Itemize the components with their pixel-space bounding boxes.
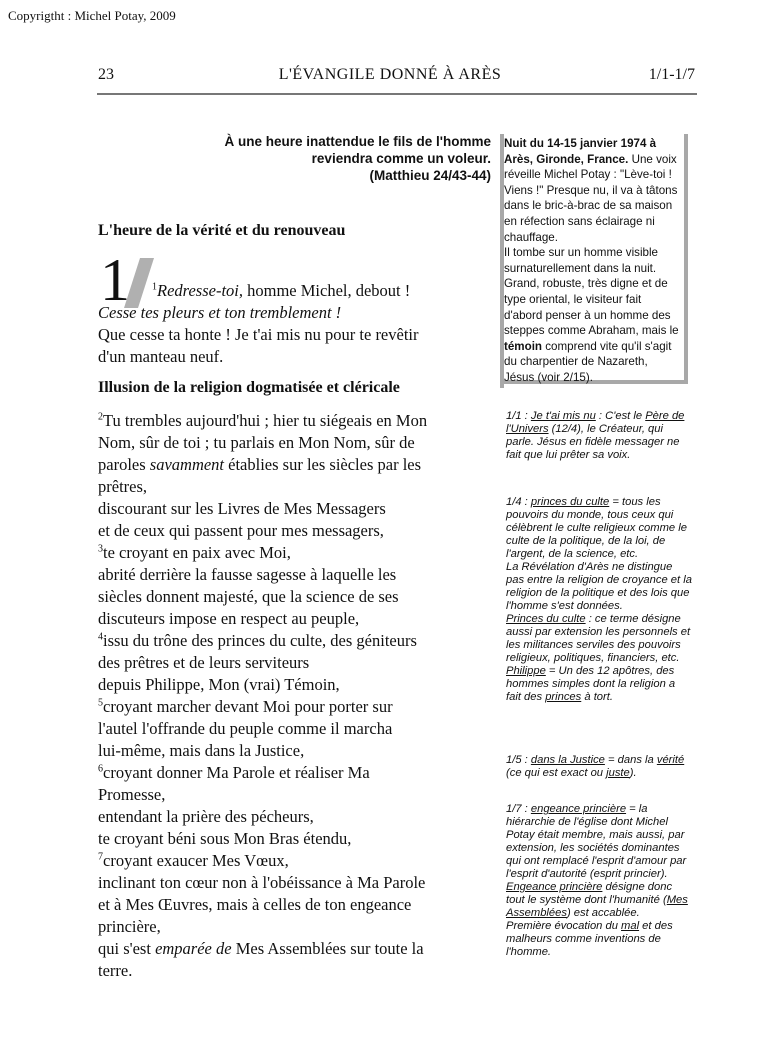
verse-line: paroles savamment établies sur les siècles par les	[98, 455, 422, 474]
verse-emphasis: emparée de	[155, 939, 232, 958]
verse-text: homme Michel, debout !	[243, 281, 411, 300]
verse-line: te croyant béni sous Mon Bras étendu,	[98, 829, 352, 848]
epigraph-line: reviendra comme un voleur.	[311, 151, 491, 166]
note-keyword: Engeance princière	[506, 881, 603, 893]
verse-number: 5	[98, 697, 103, 709]
verse-line: d'un manteau neuf.	[98, 347, 224, 366]
context-box-intro: Nuit du 14-15 janvier 1974 à Arès, Gironde, France.	[504, 137, 657, 166]
section-heading: Illusion de la religion dogmatisée et cléricale	[98, 379, 400, 396]
verse-line: lui-même, mais dans la Justice,	[98, 741, 305, 760]
copyright-notice: Copyrigtht : Michel Potay, 2009	[8, 8, 176, 23]
verse-line: des prêtres et de leurs serviteurs	[98, 653, 310, 672]
note-keyword: princes du culte	[530, 496, 610, 508]
verse-line: depuis Philippe, Mon (vrai) Témoin,	[98, 675, 340, 694]
verse-line: $^6$croyant donner Ma Parole et réaliser Ma	[98, 763, 370, 782]
verse-number: 7	[98, 851, 103, 863]
chapter-dropcap	[98, 247, 156, 313]
verse-line: Cesse tes pleurs et ton tremblement !	[98, 303, 342, 322]
margin-note-1-1: 1/1 : Je t'ai mis nu : C'est le Père de l'Univers (12/4), le Créateur, qui parle. Jésus en fidèle messager ne fait que lui prêter sa voix.	[506, 410, 685, 461]
verse-line: entendant la prière des pécheurs,	[98, 807, 314, 826]
verse-emphasis: Redresse-toi,	[157, 281, 243, 300]
margin-note-1-7: 1/7 : engeance princière = la hiérarchie de l'église dont Michel Potay était membre, mais aussi, par extension, les sociétés dominantes qui ont remplacé l'esprit d'amour par l'esprit d'autorité (esprit princier). Engeance princière désigne donc tout le système dont l'humanité (Mes Assemblées) est accablée. Première évocation du mal et des malheurs comme inventions de l'homme.	[506, 803, 688, 958]
page-number: 23	[98, 66, 114, 83]
verse-line: $^3$te croyant en paix avec Moi,	[98, 543, 291, 562]
verse-line: l'autel l'offrande du peuple comme il marcha	[98, 719, 393, 738]
verse-line: qui s'est emparée de Mes Assemblées sur toute la	[98, 939, 424, 958]
header-divider	[97, 93, 697, 95]
verses-2-7	[98, 410, 493, 982]
verse-emphasis: savamment	[149, 455, 225, 474]
verse-line: et de ceux qui passent pour mes messagers,	[98, 521, 384, 540]
verse-number: 1	[152, 281, 157, 293]
verse-line: Que cesse ta honte ! Je t'ai mis nu pour te revêtir	[98, 325, 419, 344]
verse-line: $^7$croyant exaucer Mes Vœux,	[98, 851, 289, 870]
verse-line: prêtres,	[98, 477, 148, 496]
verse-line: Promesse,	[98, 785, 166, 804]
verse-line: princière,	[98, 917, 161, 936]
verse-line: inclinant ton cœur non à l'obéissance à Ma Parole	[98, 873, 426, 892]
verse-range: 1/1-1/7	[648, 66, 695, 83]
verse-number: 2	[98, 411, 103, 423]
note-keyword: Je t'ai mis nu	[530, 410, 596, 422]
verse-number: 3	[98, 543, 103, 555]
running-title: L'ÉVANGILE DONNÉ À ARÈS	[278, 66, 502, 83]
verse-number: 6	[98, 763, 103, 775]
verse-line: siècles donnent majesté, que la science de ses	[98, 587, 399, 606]
note-keyword: engeance princière	[530, 803, 627, 815]
verse-1	[152, 280, 487, 302]
context-box-text: Une voix réveille Michel Potay : "Lève-toi ! Viens !" Presque nu, il va à tâtons dans le bric-à-brac de sa maison en réfection sans éclairage ni chauffage.	[504, 152, 678, 244]
context-box-text: comprend vite qu'il s'agit du charpentier de Nazareth, Jésus (voir 2/15).	[504, 339, 672, 384]
context-box	[504, 134, 688, 384]
verse-1-continued	[98, 302, 493, 368]
verse-line: $^2$Tu trembles aujourd'hui ; hier tu siégeais en Mon	[98, 411, 428, 430]
verse-line: $^4$issu du trône des princes du culte, des géniteurs	[98, 631, 417, 650]
verse-line: Nom, sûr de toi ; tu parlais en Mon Nom, sûr de	[98, 433, 415, 452]
verse-line: $^5$croyant marcher devant Moi pour porter sur	[98, 697, 393, 716]
verse-line: discourant sur les Livres de Mes Messagers	[98, 499, 386, 518]
verse-line: terre.	[98, 961, 133, 980]
note-keyword: Philippe	[506, 665, 546, 677]
note-keyword: dans la Justice	[530, 754, 605, 766]
note-keyword: Princes du culte	[506, 613, 586, 625]
dropcap-numeral: 1	[100, 247, 130, 313]
section-heading: L'heure de la vérité et du renouveau	[98, 222, 346, 239]
margin-note-1-4: 1/4 : princes du culte = tous les pouvoirs du monde, tous ceux qui célèbrent le culte religieux comme le culte de la politique, de la loi, de l'argent, de la science, etc. La Révélation d'Arès ne distingue pas entre la religion de croyance et la religion de la politique et des lois que l'homme s'est données. Princes du culte : ce terme désigne aussi par extension les personnels et les militances serviles des pouvoirs religieux, politiques, financiers, etc. Philippe = Un des 12 apôtres, des hommes simples dont la religion a fait des princes à tort.	[506, 496, 692, 703]
verse-line: abrité derrière la fausse sagesse à laquelle les	[98, 565, 397, 584]
margin-note-1-5: 1/5 : dans la Justice = dans la vérité (ce qui est exact ou juste).	[506, 754, 685, 779]
verse-number: 4	[98, 631, 103, 643]
dropcap-slash-ornament	[124, 258, 154, 308]
epigraph-citation: (Matthieu 24/43-44)	[369, 168, 491, 183]
verse-line: discuteurs impose en respect au peuple,	[98, 609, 360, 628]
context-box-text: Il tombe sur un homme visible surnaturellement dans la nuit. Grand, robuste, très digne et de type oriental, le visiteur fait d'abord penser à un homme des steppes comme Abraham, mais le	[504, 246, 679, 338]
context-box-witness: témoin	[504, 339, 543, 353]
verse-line: et à Mes Œuvres, mais à celles de ton engeance	[98, 895, 412, 914]
epigraph-line: À une heure inattendue le fils de l'homme	[224, 134, 491, 149]
epigraph	[160, 133, 491, 184]
